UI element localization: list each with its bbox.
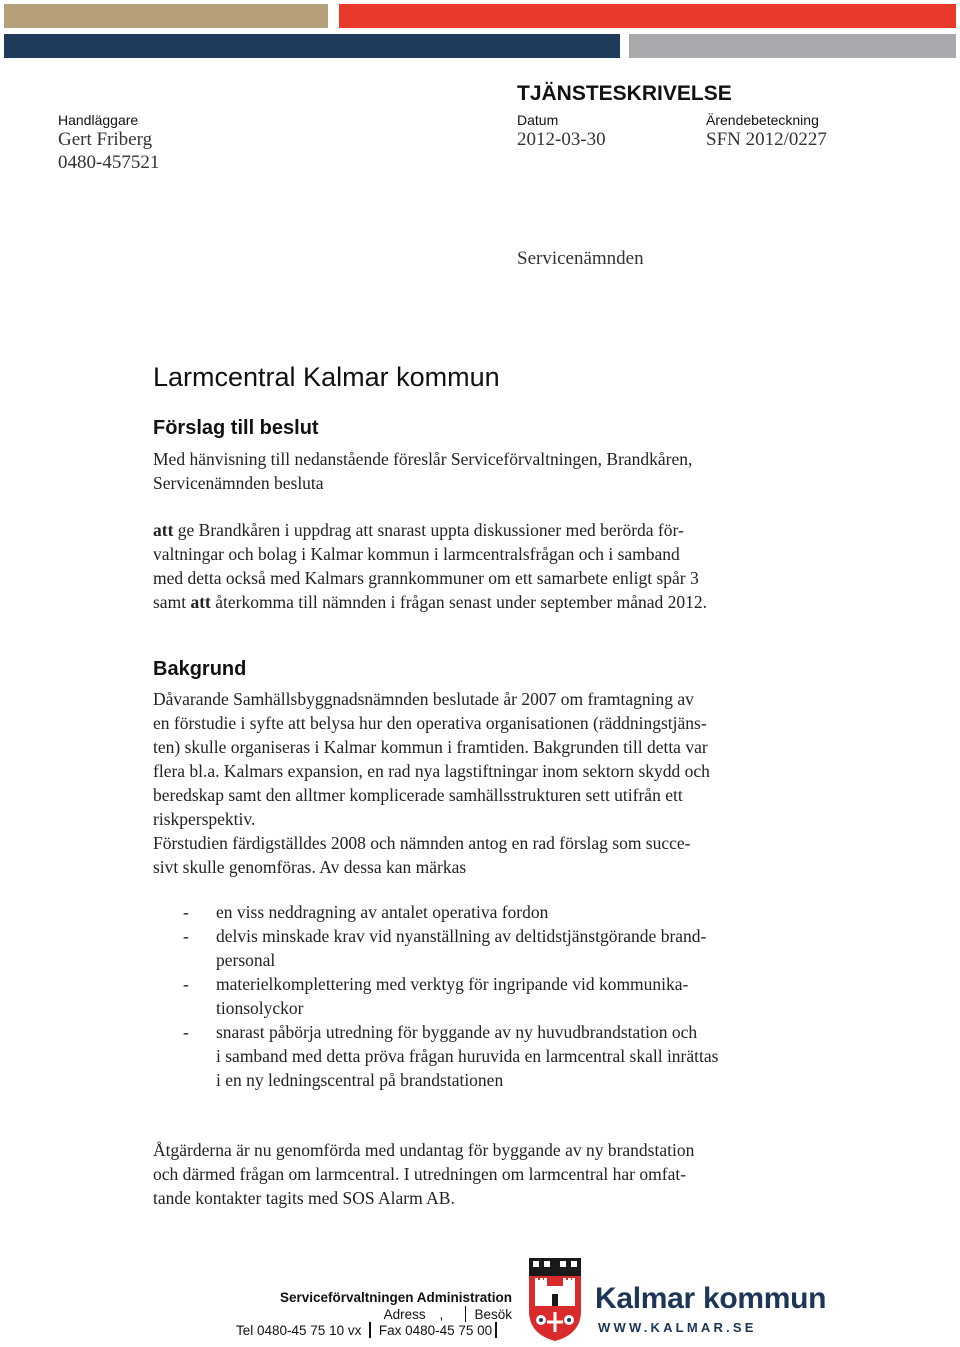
list-item-line: materielkomplettering med verktyg för ingripande vid kommunika- (216, 974, 689, 994)
decision-line-text: återkomma till nämnden i frågan senast under september månad 2012. (210, 592, 708, 612)
proposal-heading: Förslag till beslut (153, 417, 319, 439)
proposal-intro (153, 447, 692, 495)
background-line: flera bl.a. Kalmars expansion, en rad nya lagstiftningar inom sektorn skydd och (153, 761, 710, 781)
background-line: Förstudien färdigställdes 2008 och nämnden antog en rad förslag som succe- (153, 833, 691, 853)
measures-list (153, 900, 833, 1092)
kalmar-kommun-logo: Kalmar kommun (595, 1282, 827, 1315)
footer-comma: , (439, 1307, 444, 1322)
decision-keyword: att (190, 592, 211, 612)
list-item-line: personal (216, 950, 276, 970)
decision-line: med detta också med Kalmars grannkommuner om ett samarbete enligt spår 3 (153, 568, 699, 588)
footer-tel: Tel 0480-45 75 10 vx (236, 1323, 362, 1338)
decision-line: valtningar och bolag i Kalmar kommun i larmcentralsfrågan och i samband (153, 544, 680, 564)
footer-separator (369, 1322, 371, 1338)
list-item-line: snarast påbörja utredning för byggande av ny huvudbrandstation och (216, 1022, 698, 1042)
header-bar-gray (629, 34, 956, 58)
footer-address (384, 1306, 512, 1322)
closing-text (153, 1138, 694, 1210)
datum-value: 2012-03-30 (517, 129, 606, 150)
handlaggare-phone: 0480-457521 (58, 152, 160, 173)
kalmar-coat-of-arms-icon (525, 1256, 585, 1342)
decision-line-text: samt (153, 592, 191, 612)
footer-separator (495, 1322, 497, 1338)
footer-separator (465, 1306, 467, 1322)
closing-line: tande kontakter tagits med SOS Alarm AB. (153, 1188, 455, 1208)
proposal-intro-line: Med hänvisning till nedanstående föreslår Serviceförvaltningen, Brandkåren, (153, 449, 693, 469)
list-item-line: i en ny ledningscentral på brandstationen (216, 1070, 504, 1090)
bullet-dash: - (183, 902, 189, 922)
handlaggare-name: Gert Friberg (58, 129, 153, 150)
header-bar-navy (4, 34, 620, 58)
background-line: riskperspektiv. (153, 809, 256, 829)
list-item (153, 972, 833, 1020)
list-item-line: delvis minskade krav vid nyanställning av deltidstjänstgörande brand- (216, 926, 707, 946)
list-item (153, 924, 833, 972)
list-item (153, 900, 833, 924)
arende-value: SFN 2012/0227 (706, 129, 827, 150)
bullet-dash: - (183, 926, 189, 946)
document-type: TJÄNSTESKRIVELSE (517, 82, 732, 105)
list-item-line: i samband med detta pröva frågan huruvida en larmcentral skall inrättas (216, 1046, 719, 1066)
list-item-line: tionsolyckor (216, 998, 304, 1018)
decision-line-text: ge Brandkåren i uppdrag att snarast uppta diskussioner med berörda för- (173, 520, 684, 540)
background-line: beredskap samt den alltmer komplicerade samhällsstrukturen sett utifrån ett (153, 785, 683, 805)
footer-besok-label: Besök (474, 1307, 512, 1322)
header-bar-red (339, 4, 956, 28)
recipient: Servicenämnden (517, 248, 644, 269)
background-line: en förstudie i syfte att belysa hur den operativa organisationen (räddningstjäns- (153, 713, 707, 733)
arende-label: Ärendebeteckning (706, 112, 819, 128)
footer-contact (236, 1322, 505, 1338)
decision-line (153, 518, 707, 542)
bullet-dash: - (183, 1022, 189, 1042)
footer-fax: Fax 0480-45 75 00 (378, 1323, 493, 1338)
closing-line: och därmed frågan om larmcentral. I utredningen om larmcentral har omfat- (153, 1164, 687, 1184)
datum-label: Datum (517, 112, 559, 128)
closing-line: Åtgärderna är nu genomförda med undantag för byggande av ny brandstation (153, 1140, 695, 1160)
background-line: sivt skulle genomföras. Av dessa kan märkas (153, 857, 467, 877)
page-title: Larmcentral Kalmar kommun (153, 362, 500, 392)
handlaggare-label: Handläggare (58, 112, 139, 128)
decision-line (153, 590, 707, 614)
background-heading: Bakgrund (153, 658, 247, 680)
decision-keyword: att (153, 520, 174, 540)
list-item-line: en viss neddragning av antalet operativa fordon (216, 902, 549, 922)
footer-adress-label: Adress (383, 1307, 426, 1322)
list-item (153, 1020, 833, 1092)
background-line: ten) skulle organiseras i Kalmar kommun i framtiden. Bakgrunden till detta var (153, 737, 708, 757)
footer-org: Serviceförvaltningen Administration (279, 1290, 512, 1305)
background-line: Dåvarande Samhällsbyggnadsnämnden beslutade år 2007 om framtagning av (153, 689, 694, 709)
proposal-intro-line: Servicenämnden besluta (153, 473, 324, 493)
decision-text (153, 518, 707, 614)
header-bar-tan (4, 4, 328, 28)
bullet-dash: - (183, 974, 189, 994)
background-text (153, 687, 710, 879)
kalmar-url-logo: WWW.KALMAR.SE (598, 1320, 757, 1335)
